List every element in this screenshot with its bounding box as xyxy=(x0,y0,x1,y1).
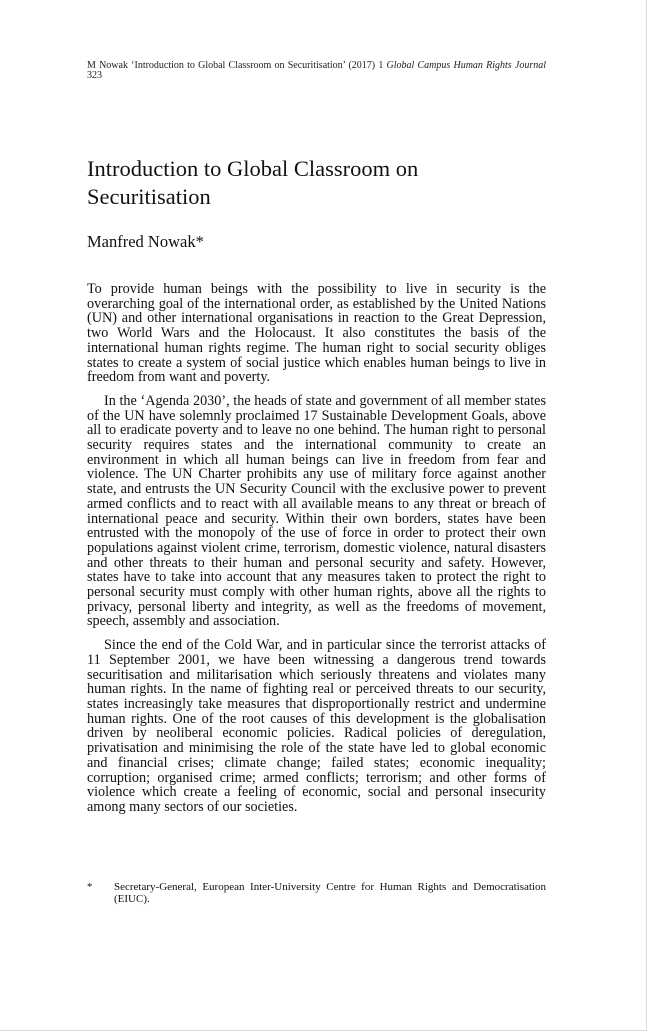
footnote xyxy=(87,881,546,905)
article-body xyxy=(87,282,546,824)
footnote-mark: * xyxy=(87,881,93,893)
running-head-page: 323 xyxy=(87,70,102,81)
running-head-citation: M Nowak ‘Introduction to Global Classroom on Securitisation’ (2017) 1 xyxy=(87,60,384,71)
running-head xyxy=(87,61,546,81)
article-author: Manfred Nowak* xyxy=(87,232,204,251)
body-paragraph-2: In the ‘Agenda 2030’, the heads of state and government of all member states of the UN have solemnly proclaimed 17 Sustainable Development Goals, above all to eradicate poverty and to leave no one behind. The human right to personal security requires states and the international community to create an environment in which all human beings can live in freedom from fear and violence. The UN Charter prohibits any use of military force against another state, and entrusts the UN Security Council with the exclusive power to prevent armed conflicts and to react with all available means to any threat or breach of international peace and security. Within their own borders, states have been entrusted with the monopoly of the use of force in order to protect their own populations against violent crime, terrorism, domestic violence, natural disasters and other threats to their human and personal security and safety. However, states have to take into account that any measures taken to protect the right to personal security must comply with other human rights, above all the rights to privacy, personal liberty and integrity, as well as the freedoms of movement, speech, assembly and association. xyxy=(87,392,546,630)
body-paragraph-3: Since the end of the Cold War, and in particular since the terrorist attacks of 11 September 2001, we have been witnessing a dangerous trend towards securitisation and militarisation which seriously threatens and violates many human rights. In the name of fighting real or perceived threats to our security, states increasingly take measures that disproportionally restrict and undermine human rights. One of the root causes of this development is the globalisation driven by neoliberal economic policies. Radical policies of deregulation, privatisation and minimising the role of the state have led to global economic and financial crises; climate change; failed states; economic inequality; corruption; organised crime; armed conflicts; terrorism; and other forms of violence which create a feeling of economic, social and personal insecurity among many sectors of our societies. xyxy=(87,637,546,815)
article-title: Introduction to Global Classroom on Securitisation xyxy=(87,156,419,209)
body-paragraph-1: To provide human beings with the possibility to live in security is the overarching goal of the international order, as established by the United Nations (UN) and other international organisations in reaction to the Great Depression, two World Wars and the Holocaust. It also constitutes the basis of the international human rights regime. The human right to social security obliges states to create a system of social justice which enables human beings to live in freedom from want and poverty. xyxy=(87,281,546,386)
footnote-text: Secretary-General, European Inter-University Centre for Human Rights and Democratisation (EIUC). xyxy=(114,881,546,905)
running-head-journal: Global Campus Human Rights Journal xyxy=(386,60,546,71)
